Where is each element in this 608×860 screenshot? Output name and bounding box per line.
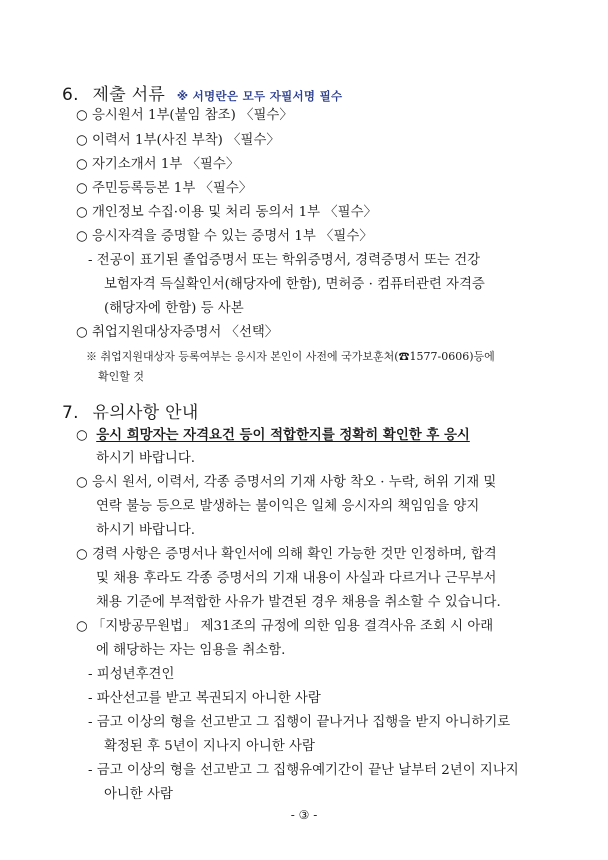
notice-paragraph-4: 에 해당하는 자는 임용을 취소함. (96, 643, 286, 658)
signature-note: ※ 서명란은 모두 자필서명 필수 (176, 89, 343, 103)
notice-paragraph-3: 채용 기준에 부적합한 사유가 발견된 경우 채용을 취소할 수 있습니다. (96, 595, 501, 610)
employment-support-note: 확인할 것 (98, 370, 145, 383)
disqualification-item: 확정된 후 5년이 지나지 아니한 사람 (104, 739, 315, 754)
notice-paragraph-2: ○ 응시 원서, 이력서, 각종 증명서의 기재 사항 착오 · 누락, 허위 기재 및 (76, 475, 497, 490)
notice-paragraph-3: 및 채용 후라도 각종 증명서의 기재 내용이 사실과 다르거나 근무부서 (96, 571, 497, 586)
doc-item-resume: ○ 이력서 1부(사진 부착) 〈필수〉 (76, 133, 280, 148)
bullet-circle: ○ (76, 428, 88, 443)
notice-paragraph-4: ○ 「지방공무원법」 제31조의 규정에 의한 임용 결격사유 조회 시 아래 (76, 619, 494, 634)
disqualification-item: - 파산선고를 받고 복권되지 아니한 사람 (88, 691, 321, 706)
section-7-number: 7. (62, 403, 79, 423)
notice-paragraph-2: 연락 불능 등으로 발생하는 불이익은 일체 응시자의 책임임을 양지 (96, 499, 480, 514)
doc-item-self-intro: ○ 자기소개서 1부 〈필수〉 (76, 157, 240, 172)
disqualification-item: - 금고 이상의 형을 선고받고 그 집행이 끝나거나 집행을 받지 아니하기로 (88, 715, 511, 730)
notice-paragraph-2: 하시기 바랍니다. (96, 523, 196, 538)
doc-item-privacy-consent: ○ 개인정보 수집·이용 및 처리 동의서 1부 〈필수〉 (76, 205, 377, 220)
qualification-detail-line: - 전공이 표기된 졸업증명서 또는 학위증명서, 경력증명서 또는 건강 (88, 253, 481, 268)
section-7-heading (62, 398, 199, 423)
notice-underlined-text: 응시 희망자는 자격요건 등이 적합한지를 정확히 확인한 후 응시 (96, 427, 470, 443)
section-6-heading (62, 80, 342, 105)
doc-item-resident-reg: ○ 주민등록등본 1부 〈필수〉 (76, 181, 253, 196)
doc-item-qualification: ○ 응시자격을 증명할 수 있는 증명서 1부 〈필수〉 (76, 229, 373, 244)
qualification-detail-line: (해당자에 한함) 등 사본 (104, 301, 244, 316)
section-7-title: 유의사항 안내 (92, 403, 199, 423)
disqualification-item: - 금고 이상의 형을 선고받고 그 집행유예기간이 끝난 날부터 2년이 지나지 (88, 763, 519, 778)
doc-item-application: ○ 응시원서 1부(붙임 참조) 〈필수〉 (76, 108, 293, 123)
section-6-title: 제출 서류 (92, 85, 166, 105)
doc-item-employment-support: ○ 취업지원대상자증명서 〈선택〉 (76, 325, 279, 340)
section-6-number: 6. (62, 85, 79, 105)
disqualification-item: 아니한 사람 (104, 787, 173, 802)
employment-support-note: ※ 취업지원대상자 등록여부는 응시자 본인이 사전에 국가보훈처(☎1577-0606)등에 (86, 350, 495, 363)
notice-paragraph-1 (76, 426, 470, 445)
page-number: - ③ - (290, 808, 318, 822)
disqualification-item: - 피성년후견인 (88, 667, 175, 682)
qualification-detail-line: 보험자격 득실확인서(해당자에 한함), 면허증 · 컴퓨터관련 자격증 (104, 277, 485, 292)
notice-paragraph-1-cont: 하시기 바랍니다. (96, 451, 196, 466)
notice-paragraph-3: ○ 경력 사항은 증명서나 확인서에 의해 확인 가능한 것만 인정하며, 합격 (76, 547, 497, 562)
